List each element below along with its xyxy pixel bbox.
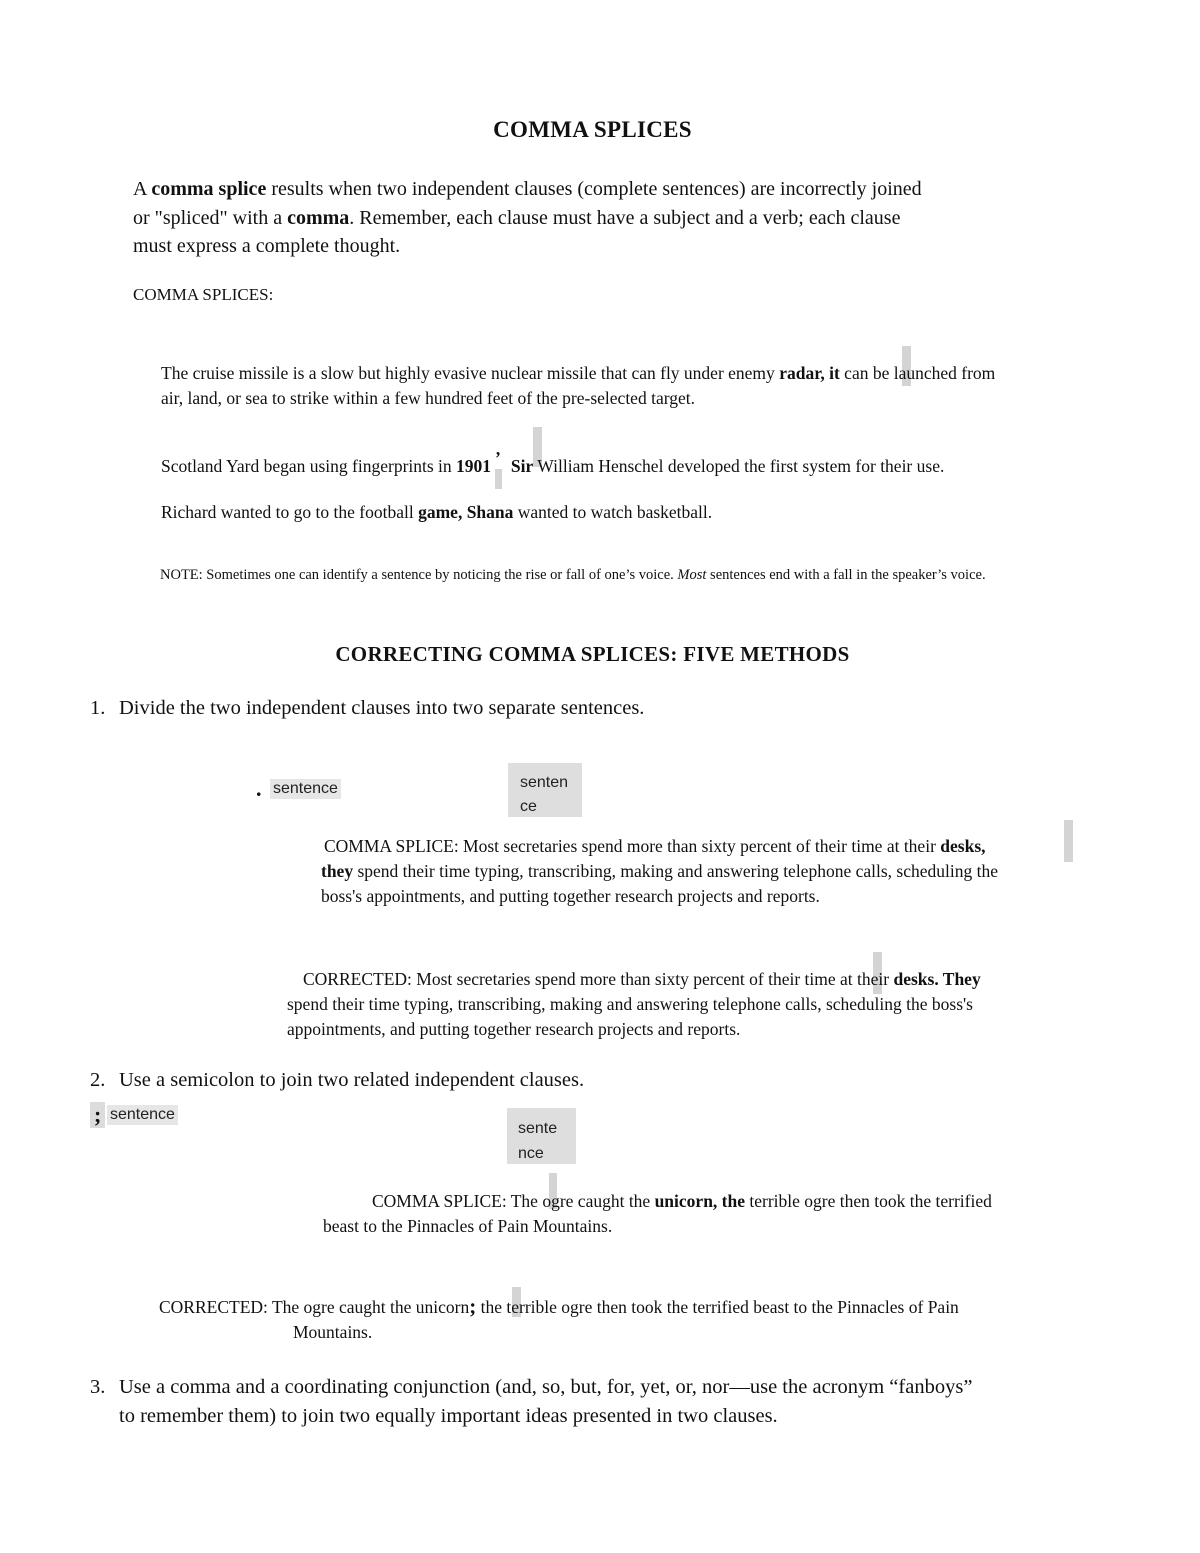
corrected-line-2: spend their time typing, transcribing, making and answering telephone calls, scheduling the boss's xyxy=(287,994,973,1014)
intro-line-2: or "spliced" with a comma. Remember, each clause must have a subject and a verb; each clause xyxy=(133,206,901,229)
page-title: COMMA SPLICES xyxy=(493,117,692,142)
sentence-box: senten ce xyxy=(508,763,582,817)
method-1-comma-splice xyxy=(321,834,998,909)
period-mark: . xyxy=(256,776,262,801)
method-2-number: 2. xyxy=(90,1069,106,1091)
semicolon-mark: ; xyxy=(90,1102,105,1128)
method-3-line-1: 3. Use a comma and a coordinating conjunction (and, so, but, for, yet, or, nor—use the acronym “fanboys” xyxy=(90,1373,972,1402)
splice-line-2: beast to the Pinnacles of Pain Mountains. xyxy=(323,1216,613,1236)
example-1 xyxy=(161,361,995,411)
method-3-line-2: to remember them) to join two equally important ideas presented in two clauses. xyxy=(119,1404,778,1427)
method-3-number: 3. xyxy=(90,1376,106,1398)
corrected-line-2: Mountains. xyxy=(293,1322,373,1342)
corrected-line-3: appointments, and putting together research projects and reports. xyxy=(287,1019,741,1039)
splice-line-1: COMMA SPLICE: Most secretaries spend more than sixty percent of their time at their desks, xyxy=(324,836,986,856)
intro-paragraph xyxy=(133,175,922,261)
sentence-box: sente nce xyxy=(507,1108,576,1164)
corrected-line-1: CORRECTED: The ogre caught the unicorn; the terrible ogre then took the terrified beast to the Pinnacles of Pain xyxy=(159,1294,959,1318)
splice-line-2: they spend their time typing, transcribing, making and answering telephone calls, scheduling the xyxy=(321,861,998,881)
note: NOTE: Sometimes one can identify a sentence by noticing the rise or fall of one’s voice. Most sentences end with a fall in the speaker’s voice. xyxy=(160,567,986,583)
highlight-bar xyxy=(1064,820,1073,862)
splice-line-3: boss's appointments, and putting together research projects and reports. xyxy=(321,886,820,906)
method-2-comma-splice xyxy=(323,1189,992,1239)
sentence-chip: sentence xyxy=(107,1105,178,1125)
intro-line-3: must express a complete thought. xyxy=(133,235,401,257)
example-2: Scotland Yard began using fingerprints in 1901 ’ Sir William Henschel developed the first system for their use. xyxy=(161,448,945,476)
method-2: 2. Use a semicolon to join two related independent clauses. xyxy=(90,1069,585,1091)
intro-line-1: A comma splice results when two independent clauses (complete sentences) are incorrectly joined xyxy=(133,178,922,200)
section-label: COMMA SPLICES: xyxy=(133,285,274,304)
methods-heading: CORRECTING COMMA SPLICES: FIVE METHODS xyxy=(335,642,850,666)
method-2-corrected xyxy=(159,1294,959,1345)
method-3 xyxy=(90,1373,972,1430)
example-3: Richard wanted to go to the football game, Shana wanted to watch basketball. xyxy=(161,502,713,522)
apostrophe-mark: ’ xyxy=(495,448,501,468)
method-1-corrected xyxy=(287,967,981,1042)
method-1-number: 1. xyxy=(90,697,106,719)
example-1-line-2: air, land, or sea to strike within a few hundred feet of the pre-selected target. xyxy=(161,388,695,408)
example-1-line-1: The cruise missile is a slow but highly evasive nuclear missile that can fly under enemy radar, it can be launched from xyxy=(161,363,996,383)
splice-line-1: COMMA SPLICE: The ogre caught the unicorn, the terrible ogre then took the terrified xyxy=(372,1191,992,1211)
method-1: 1. Divide the two independent clauses into two separate sentences. xyxy=(90,697,645,719)
sentence-chip: sentence xyxy=(270,779,341,799)
corrected-line-1: CORRECTED: Most secretaries spend more than sixty percent of their time at their desks. They xyxy=(303,969,981,989)
